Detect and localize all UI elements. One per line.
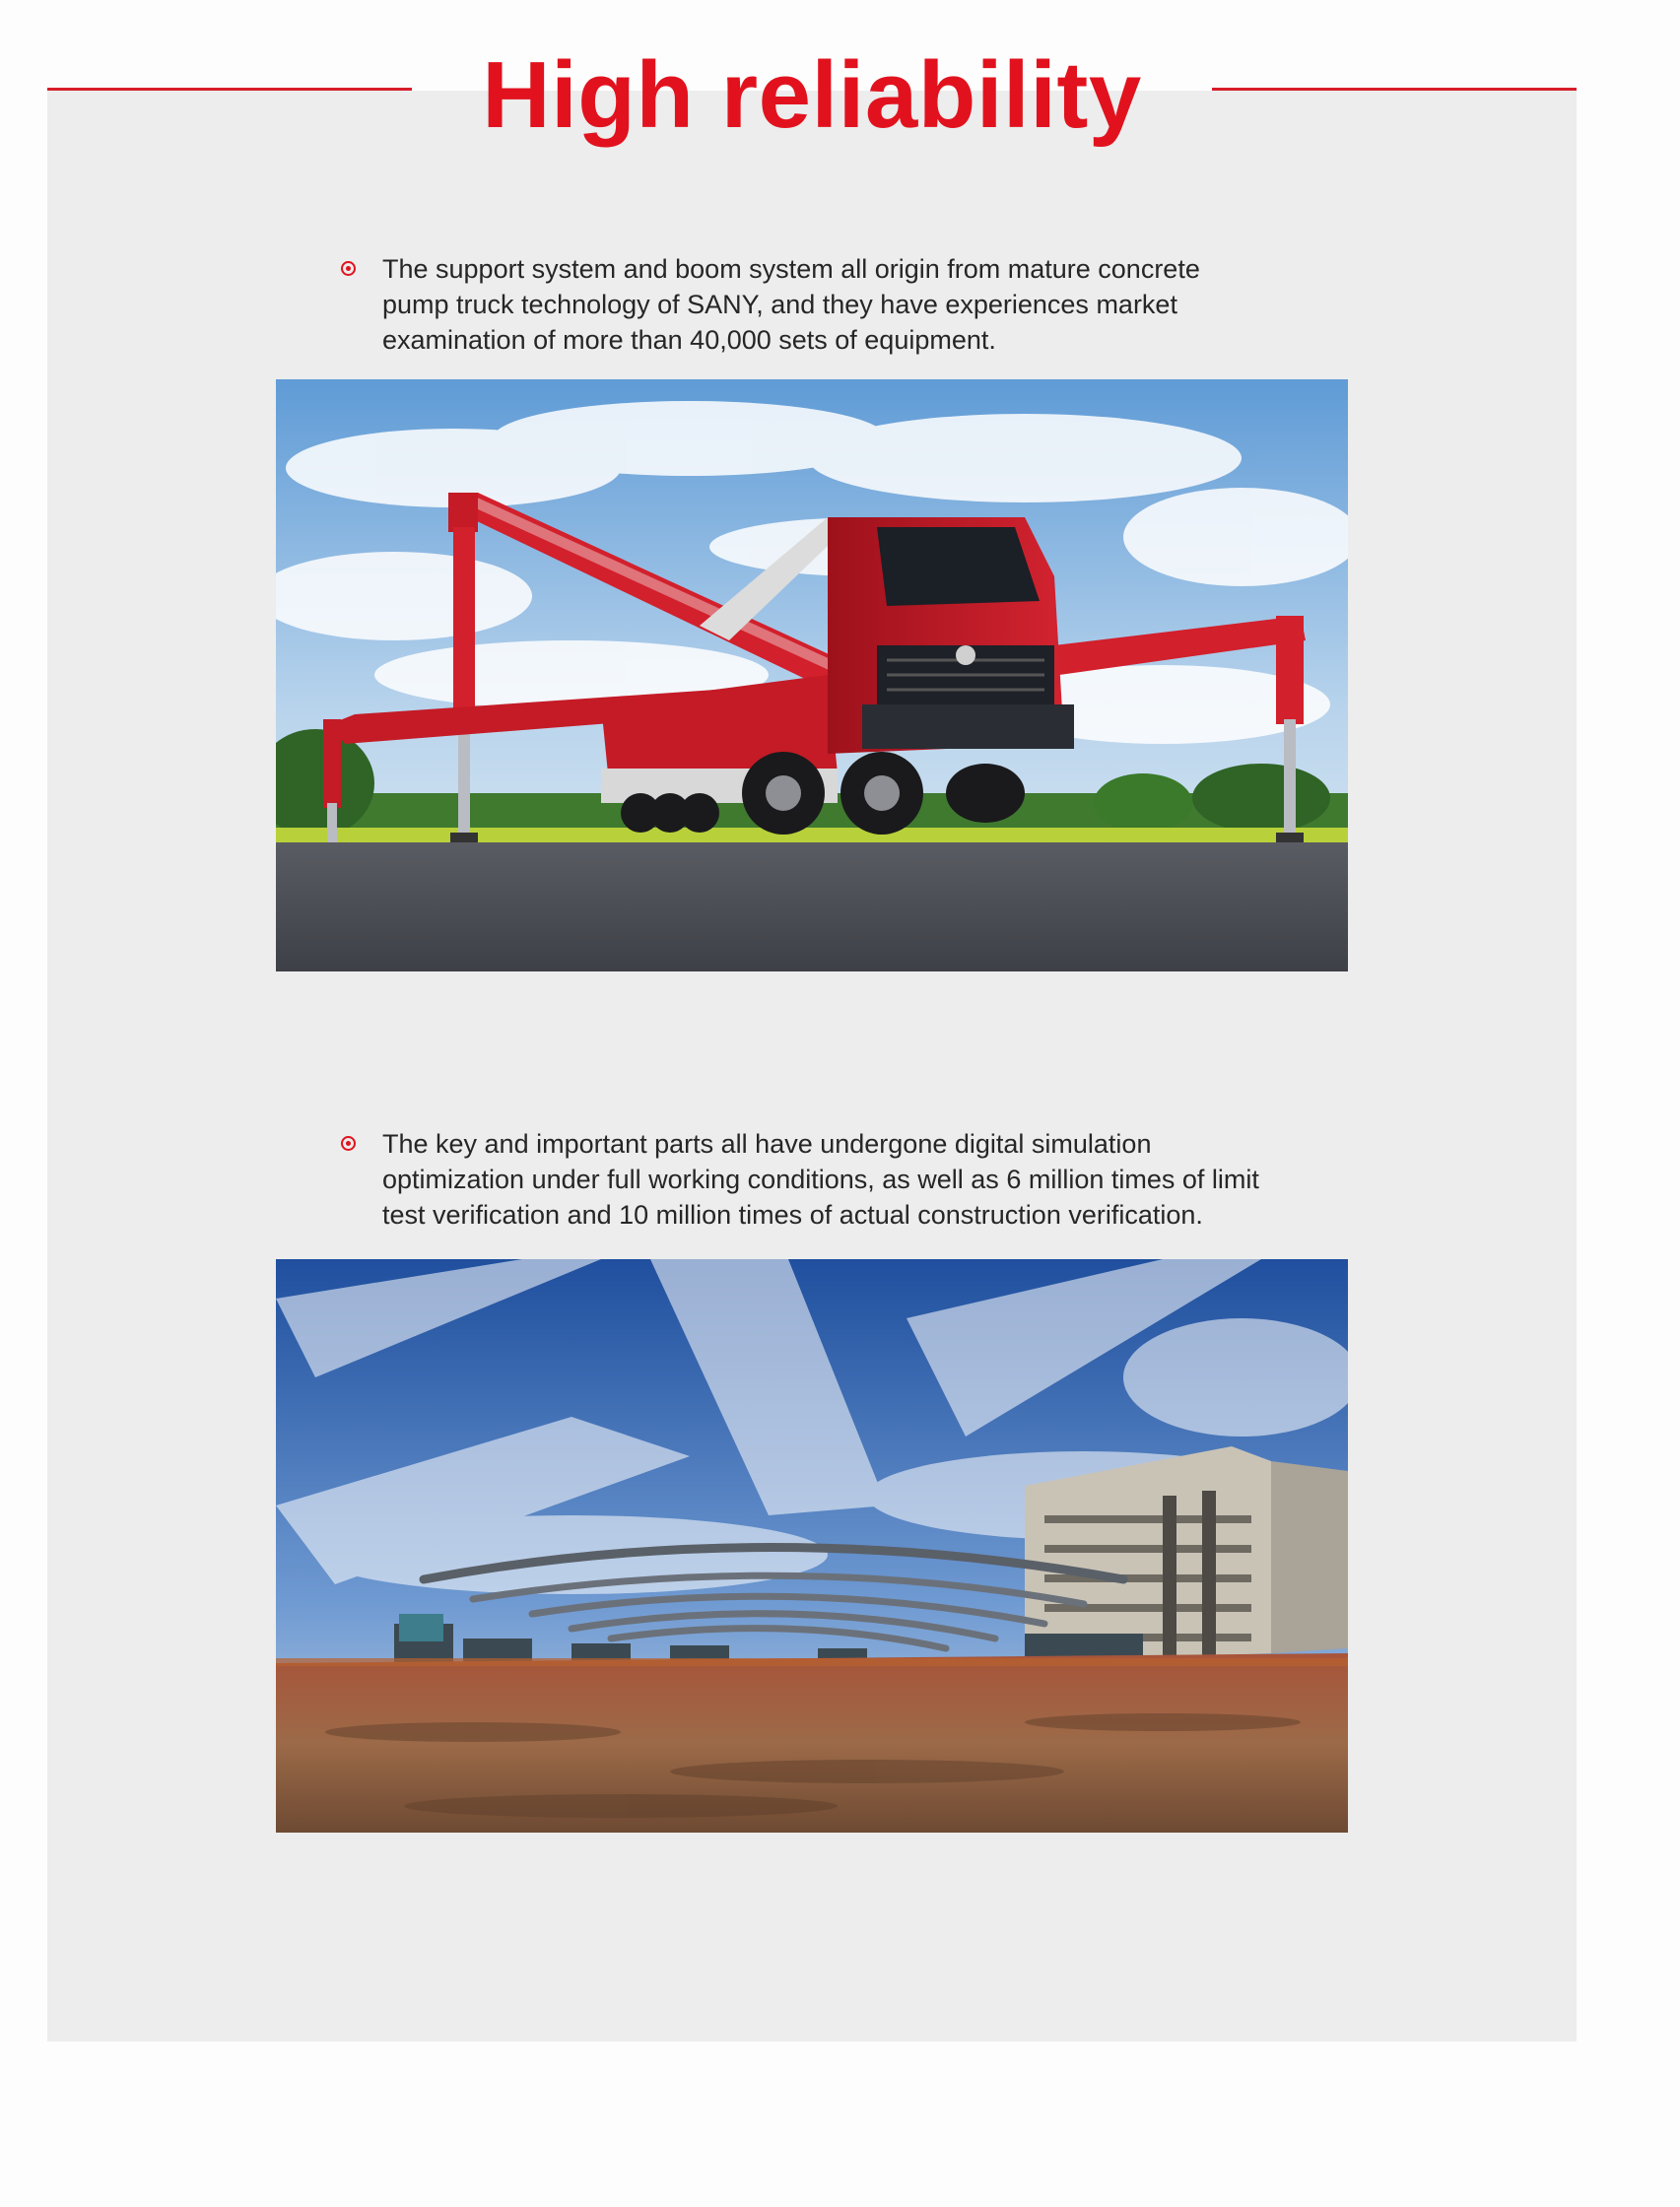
bullet-target-icon	[341, 261, 356, 276]
page-title: High reliability	[482, 42, 1142, 148]
photo-boom-testing-site	[276, 1259, 1348, 1833]
bullet-item-support-system	[341, 251, 1326, 358]
bullet-line: optimization under full working conditions, as well as 6 million times of limit	[382, 1165, 1259, 1194]
bullet-line: pump truck technology of SANY, and they have experiences market	[382, 290, 1177, 319]
bullet-line: The support system and boom system all origin from mature concrete	[382, 254, 1200, 284]
bullet-line: test verification and 10 million times of actual construction verification.	[382, 1200, 1203, 1230]
bullet-item-key-parts	[341, 1126, 1326, 1233]
boom-testing-illustration	[276, 1259, 1348, 1833]
bullet-line: examination of more than 40,000 sets of equipment.	[382, 325, 996, 355]
photo-pump-truck-outriggers	[276, 379, 1348, 971]
bullet-text	[382, 251, 1326, 358]
title-rule-right	[1212, 88, 1577, 91]
bullet-target-icon	[341, 1136, 356, 1151]
title-rule-left	[47, 88, 412, 91]
pump-truck-illustration	[276, 379, 1348, 971]
bullet-line: The key and important parts all have undergone digital simulation	[382, 1129, 1152, 1159]
bullet-text	[382, 1126, 1326, 1233]
